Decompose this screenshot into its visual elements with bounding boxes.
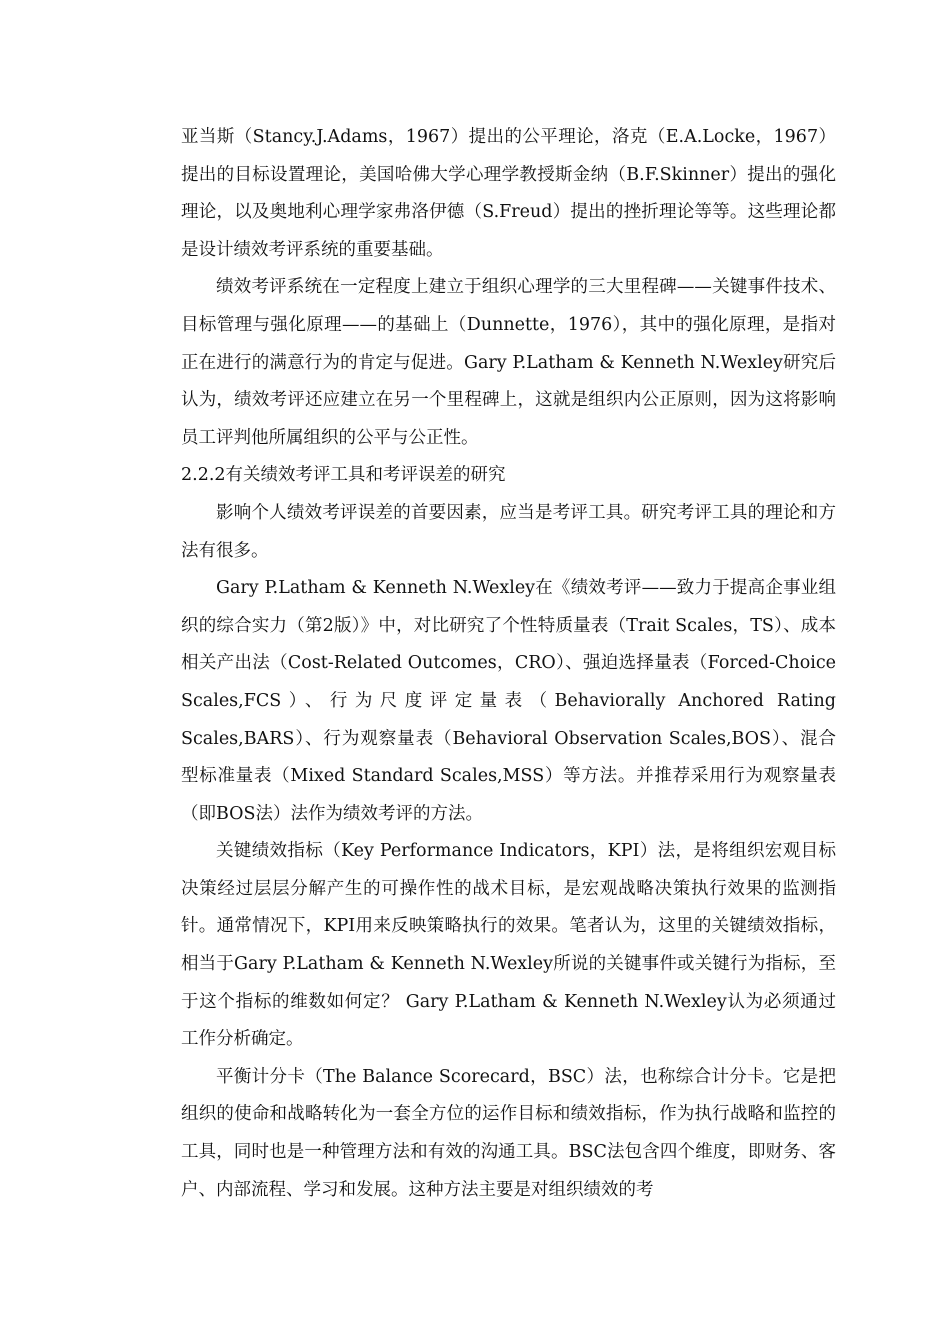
paragraph-milestones: 绩效考评系统在一定程度上建立于组织心理学的三大里程碑——关键事件技术、目标管理与强化原理——的基础上（Dunnette，1976），其中的强化原理，是指对正在进行的满意行为的肯定与促进。Gary P.Latham & Kenneth N.Wexley研究后认为，绩效考评还应建立在另一个里程碑上，这就是组织内公正原则，因为这将影响员工评判他所属组织的公平与公正性。 xyxy=(181,277,836,448)
paragraph-bsc: 平衡计分卡（The Balance Scorecard，BSC）法，也称综合计分卡。它是把组织的使命和战略转化为一套全方位的运作目标和绩效指标，作为执行战略和监控的工具，同时也是一种管理方法和有效的沟通工具。BSC法包含四个维度，即财务、客户、内部流程、学习和发展。这种方法主要是对组织绩效的考 xyxy=(181,1066,836,1200)
paragraph-kpi: 关键绩效指标（Key Performance Indicators，KPI）法，是将组织宏观目标决策经过层层分解产生的可操作性的战术目标，是宏观战略决策执行效果的监测指针。通常情况下，KPI用来反映策略执行的效果。笔者认为，这里的关键绩效指标，相当于Gary P.Latham & Kenneth N.Wexley所说的关键事件或关键行为指标，至于这个指标的维数如何定？ Gary P.Latham & Kenneth N.Wexley认为必须通过工作分析确定。 xyxy=(181,841,836,1050)
document-page xyxy=(181,119,836,1209)
paragraph-evaluation-tools: 影响个人绩效考评误差的首要因素，应当是考评工具。研究考评工具的理论和方法有很多。 xyxy=(181,502,836,561)
section-heading-2-2-2: 2.2.2有关绩效考评工具和考评误差的研究 xyxy=(181,465,506,486)
paragraph-theories-intro: 亚当斯（Stancy.J.Adams，1967）提出的公平理论，洛克（E.A.Locke，1967）提出的目标设置理论，美国哈佛大学心理学教授斯金纳（B.F.Skinner）提出的强化理论，以及奥地利心理学家弗洛伊德（S.Freud）提出的挫折理论等等。这些理论都是设计绩效考评系统的重要基础。 xyxy=(181,127,836,260)
paragraph-latham-wexley-scales: Gary P.Latham & Kenneth N.Wexley在《绩效考评——致力于提高企事业组织的综合实力（第2版）》中，对比研究了个性特质量表（Trait Scales，TS）、成本相关产出法（Cost-Related Outcomes，CRO）、强迫选择量表（Forced-Choice Scales,FCS）、行为尺度评定量表（Behaviorally Anchored Rating Scales,BARS）、行为观察量表（Behavioral Observation Scales,BOS）、混合型标准量表（Mixed Standard Scales,MSS）等方法。并推荐采用行为观察量表（即BOS法）法作为绩效考评的方法。 xyxy=(181,578,836,824)
